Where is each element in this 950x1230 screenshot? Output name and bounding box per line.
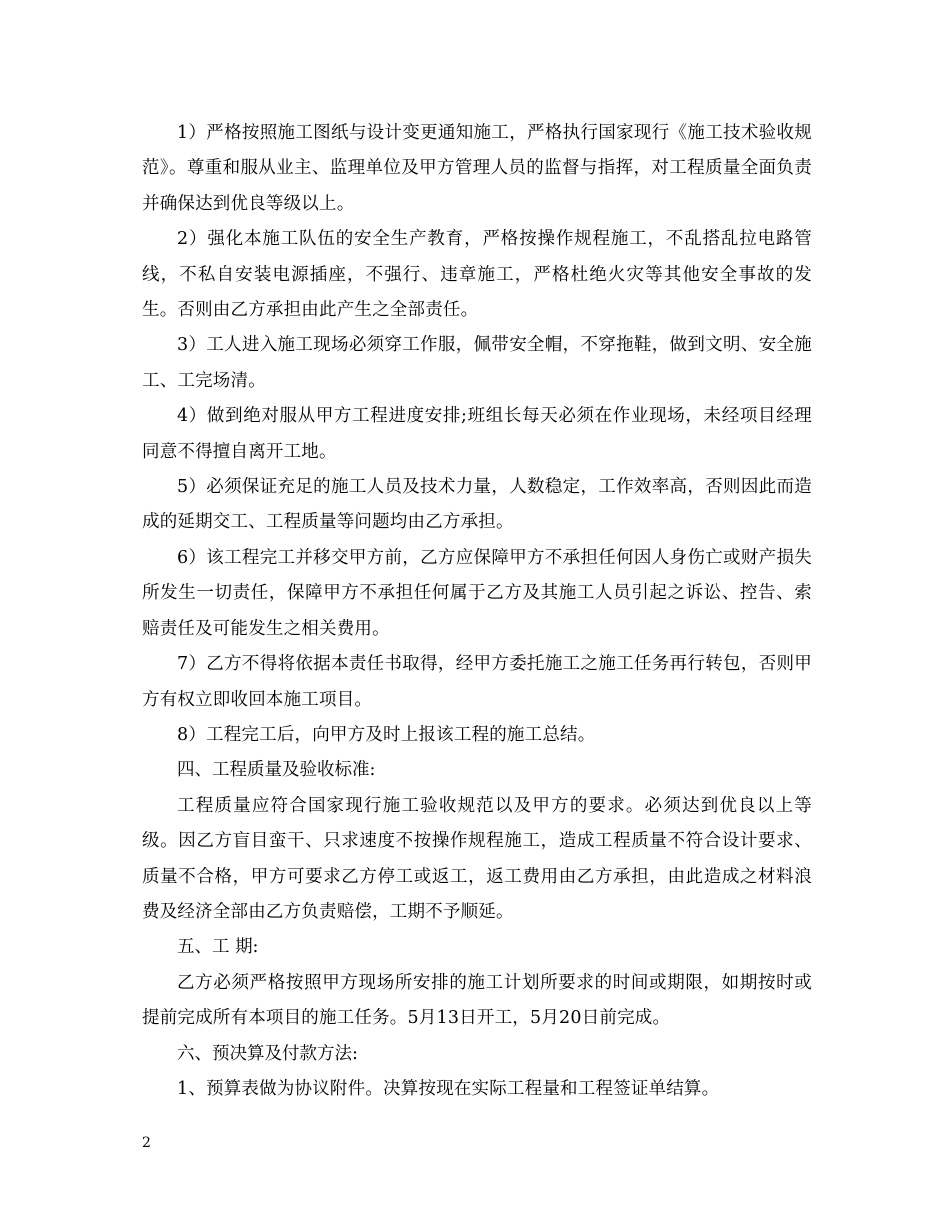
clause-7-paragraph: 7）乙方不得将依据本责任书取得，经甲方委托施工之施工任务再行转包，否则甲方有权立即收回本施工项目。	[142, 654, 812, 710]
section-6-heading: 六、预决算及付款方法:	[177, 1043, 358, 1064]
clause-1-paragraph: 1）严格按照施工图纸与设计变更通知施工，严格执行国家现行《施工技术验收规范》。尊重和服从业主、监理单位及甲方管理人员的监督与指挥，对工程质量全面负责并确保达到优良等级以上。	[142, 123, 812, 214]
section-5-body: 乙方必须严格按照甲方现场所安排的施工计划所要求的时间或期限，如期按时或提前完成所有本项目的施工任务。5月13日开工，5月20日前完成。	[142, 972, 812, 1029]
clause-6-paragraph: 6）该工程完工并移交甲方前，乙方应保障甲方不承担任何因人身伤亡或财产损失所发生一切责任，保障甲方不承担任何属于乙方及其施工人员引起之诉讼、控告、索赔责任及可能发生之相关费用。	[142, 547, 812, 639]
document-body	[142, 116, 812, 1107]
clause-8-paragraph: 8）工程完工后，向甲方及时上报该工程的施工总结。	[177, 724, 596, 745]
page-number: 2	[142, 1135, 151, 1151]
section-5-heading: 五、工 期:	[177, 937, 259, 958]
clause-2-paragraph: 2）强化本施工队伍的安全生产教育，严格按操作规程施工，不乱搭乱拉电路管线，不私自安装电源插座，不强行、违章施工，严格杜绝火灾等其他安全事故的发生。否则由乙方承担由此产生之全部责任。	[142, 229, 812, 321]
clause-3-paragraph: 3）工人进入施工现场必须穿工作服，佩带安全帽，不穿拖鞋，做到文明、安全施工、工完场清。	[142, 335, 812, 391]
clause-4-paragraph: 4）做到绝对服从甲方工程进度安排;班组长每天必须在作业现场，未经项目经理同意不得擅自离开工地。	[142, 406, 812, 462]
clause-5-paragraph: 5）必须保证充足的施工人员及技术力量，人数稳定，工作效率高，否则因此而造成的延期交工、工程质量等问题均由乙方承担。	[142, 477, 812, 533]
section-4-body: 工程质量应符合国家现行施工验收规范以及甲方的要求。必须达到优良以上等级。因乙方盲目蛮干、只求速度不按操作规程施工，造成工程质量不符合设计要求、质量不合格，甲方可要求乙方停工或返工，返工费用由乙方承担，由此造成之材料浪费及经济全部由乙方负责赔偿，工期不予顺延。	[142, 795, 812, 922]
section-4-heading: 四、工程质量及验收标准:	[177, 760, 376, 781]
section-6-item-1: 1、预算表做为协议附件。决算按现在实际工程量和工程签证单结算。	[177, 1078, 720, 1099]
